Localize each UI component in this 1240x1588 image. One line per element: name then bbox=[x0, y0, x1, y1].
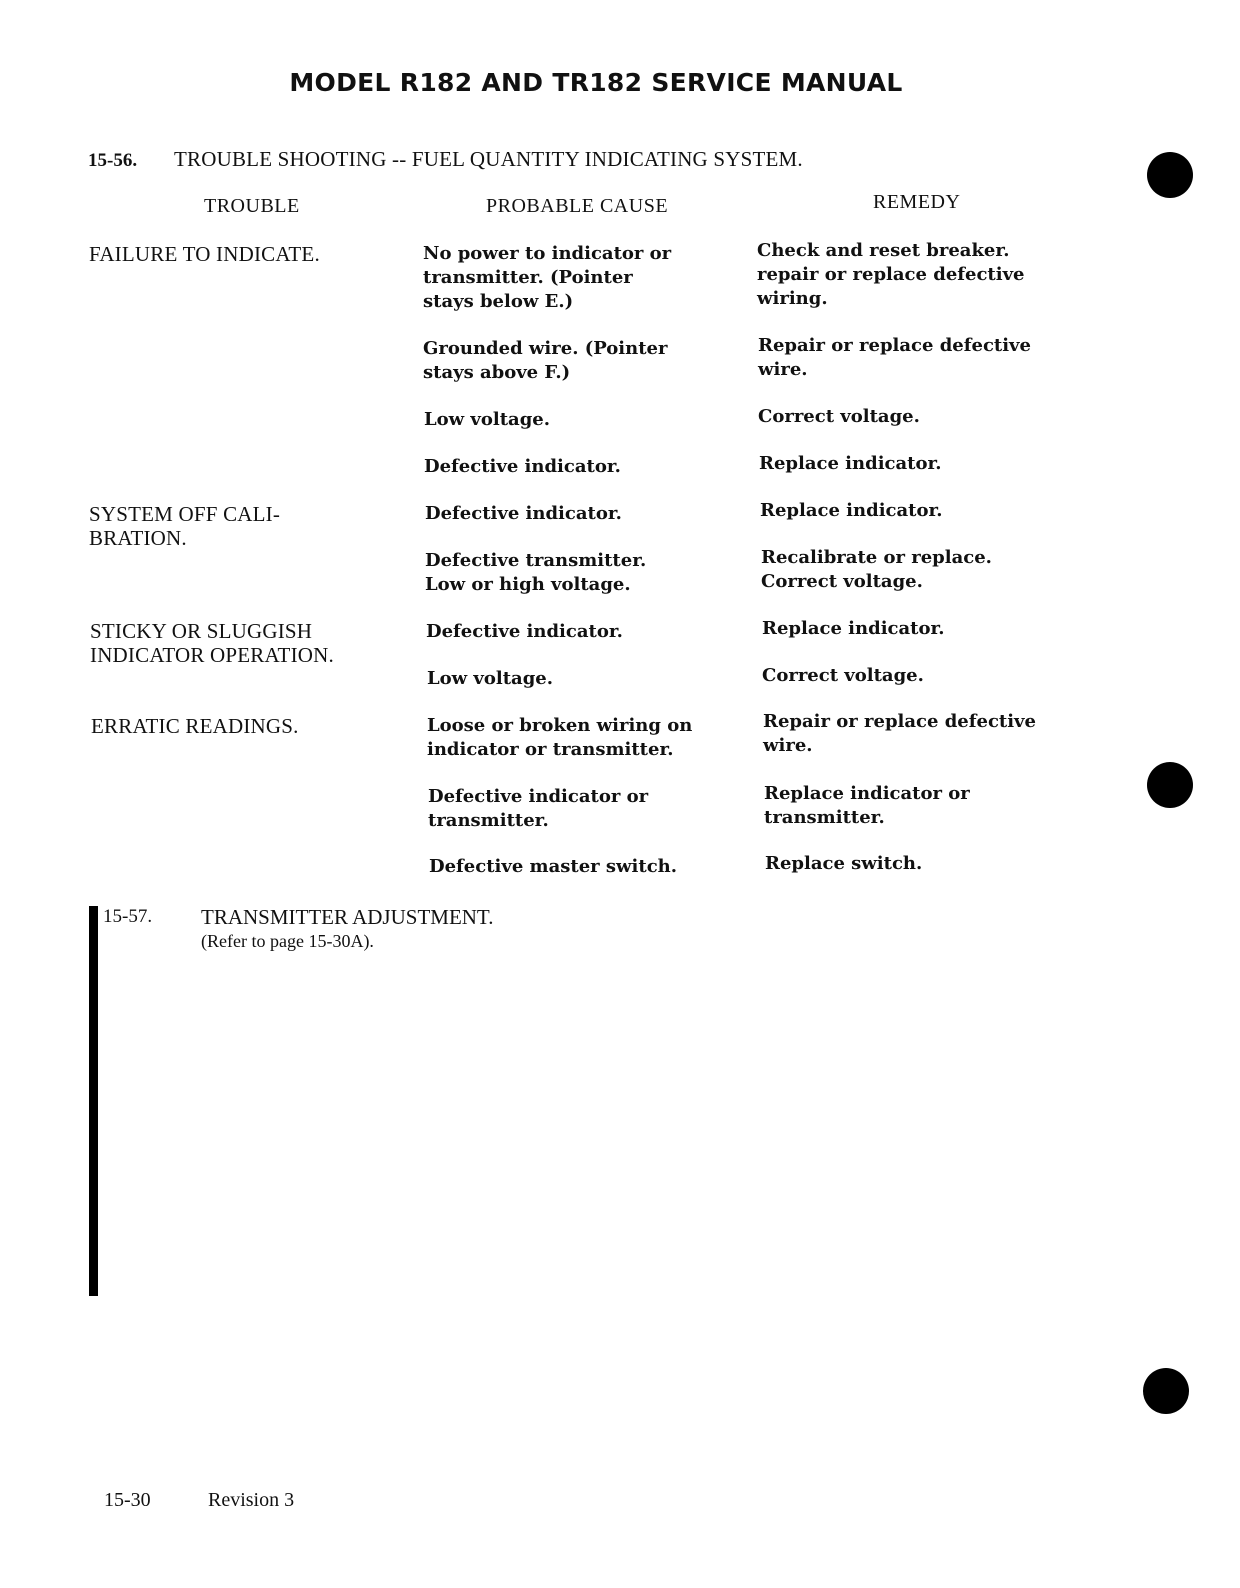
remedy-cell: Replace indicator. bbox=[760, 500, 943, 521]
cause-cell: No power to indicator or transmitter. (Pointer stays below E.) bbox=[423, 243, 672, 312]
trouble-failure-to-indicate: FAILURE TO INDICATE. bbox=[89, 242, 320, 266]
punch-hole bbox=[1147, 152, 1193, 198]
page-title: MODEL R182 AND TR182 SERVICE MANUAL bbox=[289, 68, 903, 97]
column-header-probable-cause: PROBABLE CAUSE bbox=[486, 195, 669, 217]
cause-cell: Defective indicator. bbox=[426, 621, 623, 642]
revision-bar bbox=[89, 906, 98, 1296]
remedy-cell: Replace indicator. bbox=[762, 618, 945, 639]
cause-cell: Defective indicator or transmitter. bbox=[428, 786, 649, 831]
cause-cell: Low voltage. bbox=[424, 409, 551, 430]
cause-cell: Loose or broken wiring on indicator or transmitter. bbox=[427, 715, 693, 760]
subsection-reference: (Refer to page 15-30A). bbox=[201, 931, 374, 951]
section-title: TROUBLE SHOOTING -- FUEL QUANTITY INDICATING SYSTEM. bbox=[174, 147, 803, 171]
remedy-cell: Recalibrate or replace. Correct voltage. bbox=[761, 547, 992, 592]
subsection-title: TRANSMITTER ADJUSTMENT. bbox=[201, 905, 494, 929]
column-header-trouble: TROUBLE bbox=[204, 195, 300, 217]
remedy-cell: Replace switch. bbox=[765, 853, 923, 874]
cause-cell: Defective master switch. bbox=[429, 856, 678, 877]
remedy-cell: Repair or replace defective wire. bbox=[763, 711, 1036, 756]
punch-hole bbox=[1143, 1368, 1189, 1414]
column-header-remedy: REMEDY bbox=[873, 191, 961, 213]
remedy-cell: Repair or replace defective wire. bbox=[758, 335, 1031, 380]
remedy-cell: Correct voltage. bbox=[762, 665, 924, 686]
remedy-cell: Replace indicator or transmitter. bbox=[764, 783, 970, 828]
cause-cell: Grounded wire. (Pointer stays above F.) bbox=[423, 338, 668, 383]
revision-label: Revision 3 bbox=[208, 1489, 295, 1511]
cause-cell: Defective transmitter. Low or high voltage. bbox=[425, 550, 647, 595]
trouble-system-off-calibration: SYSTEM OFF CALI- BRATION. bbox=[89, 502, 281, 550]
cause-cell: Defective indicator. bbox=[425, 503, 622, 524]
subsection-number: 15-57. bbox=[103, 906, 153, 927]
remedy-cell: Check and reset breaker. repair or replace defective wiring. bbox=[757, 240, 1025, 309]
cause-cell: Low voltage. bbox=[427, 668, 554, 689]
trouble-erratic-readings: ERRATIC READINGS. bbox=[91, 714, 299, 738]
punch-hole bbox=[1147, 762, 1193, 808]
section-number: 15-56. bbox=[88, 150, 138, 171]
remedy-cell: Replace indicator. bbox=[759, 453, 942, 474]
cause-cell: Defective indicator. bbox=[424, 456, 621, 477]
remedy-cell: Correct voltage. bbox=[758, 406, 920, 427]
trouble-sticky-or-sluggish: STICKY OR SLUGGISH INDICATOR OPERATION. bbox=[90, 619, 334, 667]
page-number: 15-30 bbox=[104, 1489, 151, 1511]
